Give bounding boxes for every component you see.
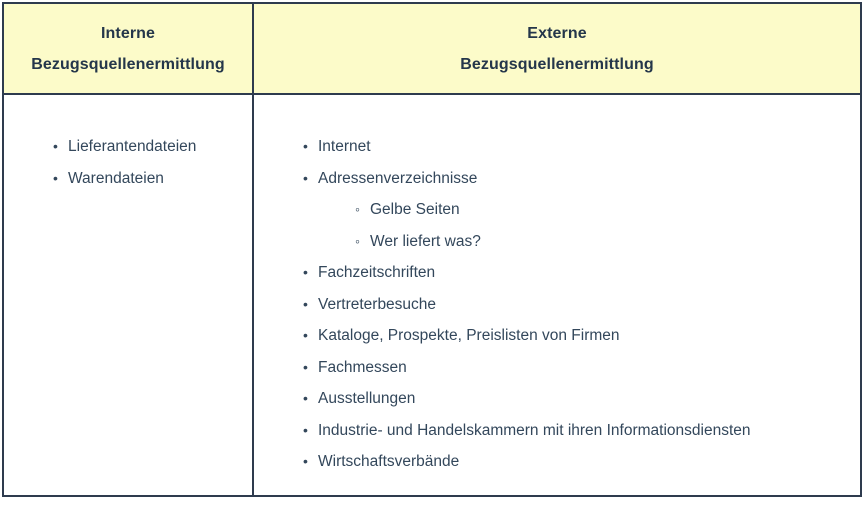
list-item-label: Fachmessen [318,358,407,376]
externe-list [254,95,860,478]
list-item-label: Adressenverzeichnisse [318,169,478,187]
header-cell-interne [4,4,254,93]
dot-bullet-icon: • [303,169,308,186]
dot-bullet-icon: • [303,264,308,280]
interne-list [4,95,252,194]
list-item-label: Wirtschaftsverbände [318,453,460,470]
dot-bullet-icon: • [303,453,308,469]
dot-bullet-icon: • [303,295,308,312]
list-item-label: Internet [318,138,371,155]
list-item-label: Lieferantendateien [68,138,197,155]
list-item [254,320,852,352]
list-item-label: Warendateien [68,169,164,187]
list-item-label: Kataloge, Prospekte, Preislisten von Firmen [318,327,620,344]
dot-bullet-icon: • [303,358,308,375]
header-interne-line1: Interne [100,24,156,42]
dot-bullet-icon: • [53,169,58,186]
header-externe-line1: Externe [527,24,587,42]
body-cell-externe [254,95,860,495]
header-externe-line2: Bezugsquellenermittlung [460,55,654,73]
dot-bullet-icon: • [303,421,308,438]
dot-bullet-icon: • [303,327,308,343]
header-cell-externe [254,4,860,93]
list-item-label: Fachzeitschriften [318,264,436,281]
list-item [254,383,852,415]
list-item [254,194,852,226]
dot-bullet-icon: • [303,138,308,154]
list-item-label: Gelbe Seiten [370,201,460,218]
list-item [254,131,852,163]
list-item [254,226,852,258]
table-body-row [4,95,860,495]
header-interne-line2: Bezugsquellenermittlung [31,55,225,73]
list-item [254,257,852,289]
list-item [254,163,852,195]
circle-bullet-icon: ◦ [355,201,360,217]
list-item-label: Vertreterbesuche [318,295,437,313]
list-item [254,446,852,478]
list-item-label: Wer liefert was? [370,232,481,250]
list-item [254,289,852,321]
list-item-label: Industrie- und Handelskammern mit ihren Informationsdiensten [318,421,751,439]
body-cell-interne [4,95,254,495]
circle-bullet-icon: ◦ [355,232,360,249]
sourcing-comparison-table [2,2,862,497]
list-item [254,415,852,447]
table-header-row [4,4,860,95]
dot-bullet-icon: • [303,390,308,406]
list-item [254,352,852,384]
dot-bullet-icon: • [53,138,58,154]
list-item-label: Ausstellungen [318,390,416,407]
list-item [4,163,244,195]
list-item [4,131,244,163]
